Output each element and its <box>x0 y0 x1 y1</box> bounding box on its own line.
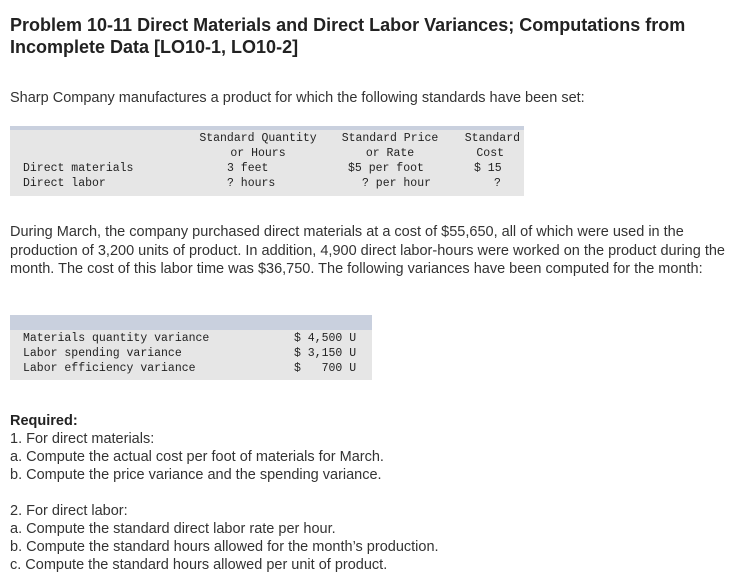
required-item: a. Compute the actual cost per foot of materials for March. <box>10 449 384 465</box>
header-cost-line2: Cost <box>476 147 504 160</box>
scenario-paragraph: During March, the company purchased direct materials at a cost of $55,650, all of which were used in the production of 3,200 units of product. In addition, 4,900 direct labor-hours were worked on the product during the month. The cost of this labor time was $36,750. The following variances have been computed for the month: <box>10 224 725 277</box>
required-section <box>10 412 439 574</box>
row-cost-materials: $ 15 <box>474 162 502 175</box>
required-part1: 1. For direct materials: <box>10 431 155 447</box>
variance-label: Materials quantity variance <box>23 332 210 345</box>
header-qty-line2: or Hours <box>230 147 286 160</box>
required-part2: 2. For direct labor: <box>10 503 128 519</box>
variance-label: Labor spending variance <box>23 347 182 360</box>
required-heading: Required: <box>10 413 78 429</box>
variance-value: $ 3,150 U <box>294 347 357 360</box>
required-item: b. Compute the standard hours allowed for the month’s production. <box>10 539 439 555</box>
row-price-labor: ? per hour <box>362 177 432 190</box>
header-price-line1: Standard Price <box>341 132 439 145</box>
required-item: a. Compute the standard direct labor rate per hour. <box>10 521 336 537</box>
standards-table <box>10 126 524 196</box>
row-qty-labor: ? hours <box>227 177 276 190</box>
header-qty-line1: Standard Quantity <box>199 132 317 145</box>
problem-title: Problem 10-11 Direct Materials and Direct Labor Variances; Computations from Incomplete Data [LO10-1, LO10-2] <box>10 15 686 57</box>
required-item: b. Compute the price variance and the spending variance. <box>10 467 382 483</box>
header-price-line2: or Rate <box>365 147 415 160</box>
row-price-materials: $5 per foot <box>348 162 424 175</box>
required-item: c. Compute the standard hours allowed per unit of product. <box>10 557 388 573</box>
variance-value: $ 4,500 U <box>294 332 357 345</box>
row-label-materials: Direct materials <box>23 162 134 175</box>
variance-label: Labor efficiency variance <box>23 362 196 375</box>
header-cost-line1: Standard <box>464 132 520 145</box>
intro-text: Sharp Company manufactures a product for which the following standards have been set: <box>10 90 585 106</box>
row-label-labor: Direct labor <box>23 177 106 190</box>
variance-value: $ 700 U <box>294 362 357 375</box>
variances-table <box>10 315 372 380</box>
row-qty-materials: 3 feet <box>227 162 269 175</box>
row-cost-labor: ? <box>494 177 501 190</box>
